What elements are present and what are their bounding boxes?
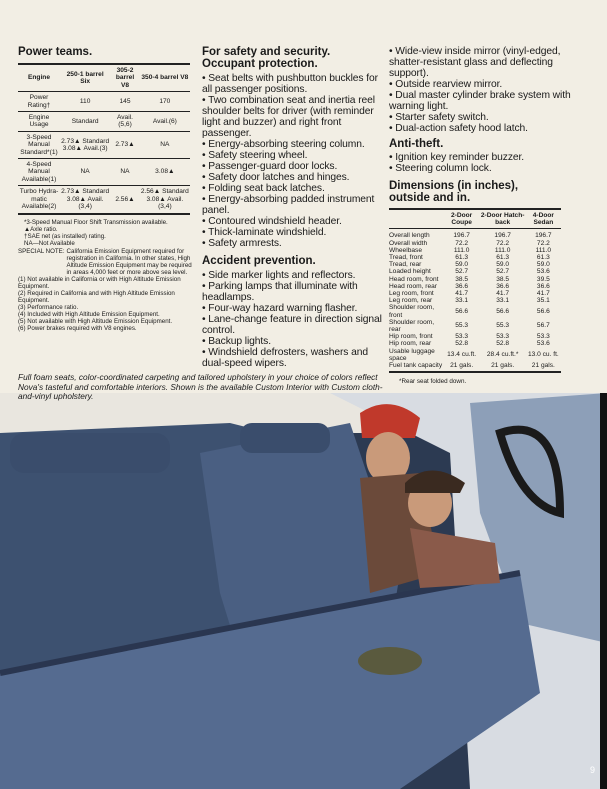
table-cell: NA — [140, 131, 190, 158]
footnote: ▲Axle ratio. — [24, 225, 58, 233]
table-row — [389, 229, 561, 240]
table-cell: 61.3 — [536, 254, 550, 262]
power-header: 250-1 barrel Six — [60, 64, 110, 92]
table-row — [389, 240, 561, 247]
table-row — [389, 261, 561, 268]
dimensions-table — [389, 208, 561, 373]
table-cell: Engine Usage — [18, 112, 60, 132]
table-cell: 13.0 cu. ft. — [527, 351, 559, 359]
table-cell: Avail.(5,6) — [110, 112, 139, 132]
table-cell: 111.0 — [453, 246, 470, 254]
dimension-header — [389, 209, 444, 229]
table-row — [389, 304, 561, 318]
table-cell: 72.2 — [496, 239, 510, 247]
power-teams-section — [18, 46, 193, 332]
dimensions-title: Dimensions (in inches), outside and in. — [389, 180, 519, 204]
table-cell: 52.7 — [496, 268, 510, 276]
table-cell: 35.1 — [536, 297, 550, 305]
list-item: • Wide-view inside mirror (vinyl-edged, shatter-resistant glass and deflecting support). — [389, 46, 584, 79]
list-item: • Backup lights. — [202, 336, 382, 347]
table-cell: 2.56▲ — [110, 186, 139, 214]
numbered-note: (2) Required in California and with High Altitude Emission Equipment. — [18, 289, 175, 304]
list-item: • Two combination seat and inertia reel shoulder belts for driver (with reminder light and buzzer) and right front passenger. — [202, 95, 382, 139]
table-cell: Overall length — [389, 232, 430, 240]
table-row — [389, 297, 561, 304]
table-cell: 56.6 — [496, 308, 510, 316]
table-cell: 145 — [110, 92, 139, 112]
table-cell: 28.4 cu.ft.* — [486, 351, 519, 359]
table-cell: 53.6 — [536, 340, 550, 348]
table-cell: 41.7 — [496, 290, 510, 298]
table-cell: Hip room, front — [389, 333, 433, 341]
table-cell: Shoulder room, rear — [389, 318, 435, 334]
list-item: • Lane-change feature in direction signal control. — [202, 314, 382, 336]
table-row — [389, 348, 561, 362]
list-item: • Parking lamps that illuminate with headlamps. — [202, 281, 382, 303]
table-cell: 2.73▲ Standard 3.08▲ Avail.(3) — [60, 131, 110, 158]
dimensions-note: *Rear seat folded down. — [399, 378, 467, 386]
photo-caption: Full foam seats, color-coordinated carpeting and tailored upholstery in your choice of colors reflect Nova's tasteful and comfortable interiors. Shown is the available Custom Interior with Custom cloth-and-vinyl upholstery. — [18, 372, 383, 402]
table-cell: 41.7 — [455, 290, 469, 298]
table-cell: 4-Speed Manual Available(1) — [18, 159, 60, 186]
table-cell: 53.3 — [496, 333, 510, 341]
list-item: • Passenger-guard door locks. — [202, 161, 382, 172]
table-cell: Tread, front — [389, 254, 423, 262]
table-cell: 72.2 — [455, 239, 469, 247]
table-cell: 36.6 — [496, 282, 510, 290]
power-notes — [18, 219, 193, 332]
table-row — [389, 254, 561, 261]
safety-section — [202, 46, 382, 369]
table-cell: 110 — [60, 92, 110, 112]
table-cell: 36.6 — [455, 282, 469, 290]
table-cell: NA — [60, 159, 110, 186]
table-cell: 2.73▲ Standard 3.08▲ Avail.(3,4) — [60, 186, 110, 214]
table-cell: Head room, rear — [389, 282, 438, 290]
list-item: • Side marker lights and reflectors. — [202, 270, 382, 281]
numbered-note: (3) Performance ratio. — [18, 303, 79, 311]
table-cell: 33.1 — [496, 297, 510, 305]
numbered-note: (4) Included with High Altitude Emission Equipment. — [18, 310, 160, 318]
table-cell: Overall width — [389, 239, 428, 247]
table-row — [389, 319, 561, 333]
power-teams-table — [18, 63, 190, 215]
table-cell: 52.7 — [455, 268, 469, 276]
list-item: • Safety door latches and hinges. — [202, 172, 382, 183]
list-item: • Starter safety switch. — [389, 112, 584, 123]
table-cell: Hip room, rear — [389, 340, 432, 348]
table-row — [18, 186, 190, 214]
table-row — [389, 268, 561, 275]
table-cell: 53.6 — [536, 268, 550, 276]
table-row — [389, 276, 561, 283]
table-cell: Leg room, rear — [389, 297, 433, 305]
page-number: 9 — [589, 765, 595, 775]
table-cell: 196.7 — [535, 232, 552, 240]
power-teams-title: Power teams. — [18, 46, 93, 58]
dimension-header: 2-Door Coupe — [444, 209, 480, 229]
power-header: 350-4 barrel V8 — [140, 64, 190, 92]
table-cell: 61.3 — [455, 254, 469, 262]
table-cell: Loaded height — [389, 268, 431, 276]
table-cell: 41.7 — [536, 290, 550, 298]
table-cell: 61.3 — [496, 254, 510, 262]
table-cell: 33.1 — [455, 297, 469, 305]
list-item: • Four-way hazard warning flasher. — [202, 303, 382, 314]
table-cell: 3-Speed Manual Standard*(1) — [18, 131, 60, 158]
table-cell: 52.8 — [496, 340, 510, 348]
table-row — [389, 340, 561, 347]
toad — [358, 647, 422, 675]
table-cell: 3.08▲ — [140, 159, 190, 186]
list-item: • Folding seat back latches. — [202, 183, 382, 194]
list-item: • Safety steering wheel. — [202, 150, 382, 161]
list-item: • Dual master cylinder brake system with warning light. — [389, 90, 584, 112]
list-item: • Energy-absorbing padded instrument panel. — [202, 194, 382, 216]
table-cell: 59.0 — [455, 261, 469, 269]
table-cell: 21 gals. — [444, 362, 480, 372]
list-item: • Thick-laminate windshield. — [202, 227, 382, 238]
interior-photo — [0, 393, 607, 789]
table-cell: 56.6 — [536, 308, 550, 316]
list-item: • Ignition key reminder buzzer. — [389, 152, 584, 163]
power-header: Engine — [18, 64, 60, 92]
special-note-text: California Emission Equipment required for registration in California. In other states, High Altitude Emission Equipment may be required in areas 4,000 feet or more above sea level. — [66, 247, 192, 276]
headrest-left — [10, 433, 170, 473]
table-row — [18, 112, 190, 132]
list-item: • Outside rearview mirror. — [389, 79, 584, 90]
table-cell: Avail.(6) — [140, 112, 190, 132]
numbered-note: (1) Not available in California or with High Altitude Emission Equipment. — [18, 275, 181, 290]
table-row — [18, 159, 190, 186]
table-cell: Leg room, front — [389, 290, 434, 298]
table-cell: 2.73▲ — [110, 131, 139, 158]
table-cell: Wheelbase — [389, 246, 422, 254]
table-row — [389, 283, 561, 290]
table-cell: 38.5 — [496, 275, 510, 283]
numbered-note: (5) Not available with High Altitude Emission Equipment. — [18, 317, 173, 325]
table-cell: 53.3 — [536, 333, 550, 341]
right-section — [389, 46, 584, 385]
dimension-header: 2-Door Hatch-back — [480, 209, 526, 229]
table-cell: 13.4 cu.ft. — [447, 351, 477, 359]
table-row — [389, 362, 561, 372]
table-cell: 196.7 — [494, 232, 511, 240]
list-item: • Safety armrests. — [202, 238, 382, 249]
footnote: NA—Not Available — [24, 239, 75, 247]
accident-title: Accident prevention. — [202, 255, 316, 267]
table-cell: 21 gals. — [480, 362, 526, 372]
list-item: • Dual-action safety hood latch. — [389, 123, 584, 134]
table-cell: 53.3 — [455, 333, 469, 341]
list-item: • Windshield defrosters, washers and dual-speed wipers. — [202, 347, 382, 369]
footnote: †SAE net (as installed) rating. — [24, 232, 106, 240]
dimension-header: 4-Door Sedan — [526, 209, 561, 229]
table-cell: 2.56▲ Standard 3.08▲ Avail.(3,4) — [140, 186, 190, 214]
table-cell: Power Rating† — [18, 92, 60, 112]
table-cell: 55.3 — [455, 322, 469, 330]
table-cell: 59.0 — [536, 261, 550, 269]
table-cell: 52.8 — [455, 340, 469, 348]
numbered-note: (6) Power brakes required with V8 engines. — [18, 324, 137, 332]
list-item: • Seat belts with pushbutton buckles for all passenger positions. — [202, 73, 382, 95]
table-cell: 170 — [140, 92, 190, 112]
table-cell: 36.6 — [536, 282, 550, 290]
table-row — [18, 131, 190, 158]
safety-title: For safety and security. Occupant protection. — [202, 46, 331, 70]
table-row — [18, 92, 190, 112]
power-header: 305-2 barrel V8 — [110, 64, 139, 92]
special-note-label: SPECIAL NOTE: — [18, 247, 65, 255]
table-row — [389, 290, 561, 297]
headrest-right — [240, 423, 330, 453]
table-cell: 38.5 — [455, 275, 469, 283]
table-cell: 59.0 — [496, 261, 510, 269]
table-cell: 39.5 — [536, 275, 550, 283]
table-cell: 55.3 — [496, 322, 510, 330]
table-row — [389, 247, 561, 254]
table-cell: 111.0 — [535, 246, 552, 254]
table-cell: 56.7 — [536, 322, 550, 330]
list-item: • Contoured windshield header. — [202, 216, 382, 227]
list-item: • Energy-absorbing steering column. — [202, 139, 382, 150]
list-item: • Steering column lock. — [389, 163, 584, 174]
table-cell: Turbo Hydra-matic Available(2) — [18, 186, 60, 214]
table-cell: 111.0 — [494, 246, 511, 254]
table-cell: Standard — [60, 112, 110, 132]
table-cell: Usable luggage space — [389, 347, 435, 362]
footnote: *3-Speed Manual Floor Shift Transmission available. — [24, 218, 168, 226]
table-cell: Head room, front — [389, 275, 439, 283]
table-cell: 56.6 — [455, 308, 469, 316]
table-cell: Tread, rear — [389, 261, 422, 269]
table-cell: Shoulder room, front — [389, 304, 435, 319]
table-cell: 21 gals. — [526, 362, 561, 372]
antitheft-title: Anti-theft. — [389, 138, 444, 150]
table-cell: NA — [110, 159, 139, 186]
table-cell: 72.2 — [536, 239, 550, 247]
table-cell: Fuel tank capacity — [389, 362, 444, 372]
table-cell: 196.7 — [453, 232, 470, 240]
table-row — [389, 333, 561, 340]
